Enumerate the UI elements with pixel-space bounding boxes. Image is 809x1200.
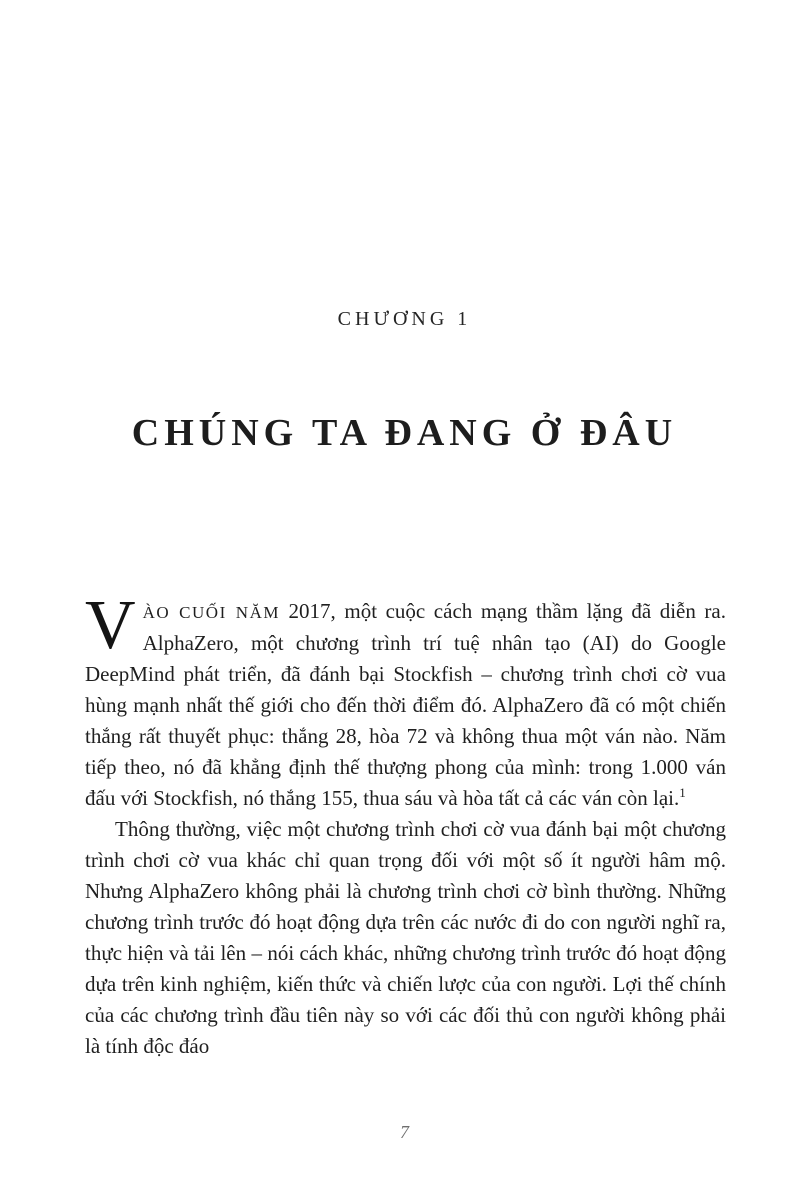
smallcaps-lead-in: ÀO CUỐI NĂM	[142, 603, 280, 622]
paragraph-text: 2017, một cuộc cách mạng thầm lặng đã diễn ra. AlphaZero, một chương trình trí tuệ nhân tạo (AI) do Google DeepMind phát triển, đã đánh bại Stockfish – chương trình chơi cờ vua hùng mạnh nhất thế giới cho đến thời điểm đó. AlphaZero đã có một chiến thắng rất thuyết phục: thắng 28, hòa 72 và không thua một ván nào. Năm tiếp theo, nó đã khẳng định thế thượng phong của mình: trong 1.000 ván đấu với Stockfish, nó thắng 155, thua sáu và hòa tất cả các ván còn lại.	[85, 599, 726, 810]
paragraph: Thông thường, việc một chương trình chơi cờ vua đánh bại một chương trình chơi cờ vua khác chỉ quan trọng đối với một số ít người hâm mộ. Nhưng AlphaZero không phải là chương trình chơi cờ bình thường. Những chương trình trước đó hoạt động dựa trên các nước đi do con người nghĩ ra, thực hiện và tải lên – nói cách khác, những chương trình trước đó hoạt động dựa trên kinh nghiệm, kiến thức và chiến lược của con người. Lợi thế chính của các chương trình đầu tiên này so với các đối thủ con người không phải là tính độc đáo	[85, 817, 726, 1058]
paragraph	[85, 587, 726, 814]
chapter-title: CHÚNG TA ĐANG Ở ĐÂU	[131, 412, 678, 455]
chapter-label: CHƯƠNG 1	[337, 308, 472, 330]
dropcap-letter: V	[85, 587, 136, 664]
body-text	[85, 587, 726, 1062]
footnote-marker: 1	[679, 785, 686, 800]
page-number: 7	[400, 1122, 409, 1142]
